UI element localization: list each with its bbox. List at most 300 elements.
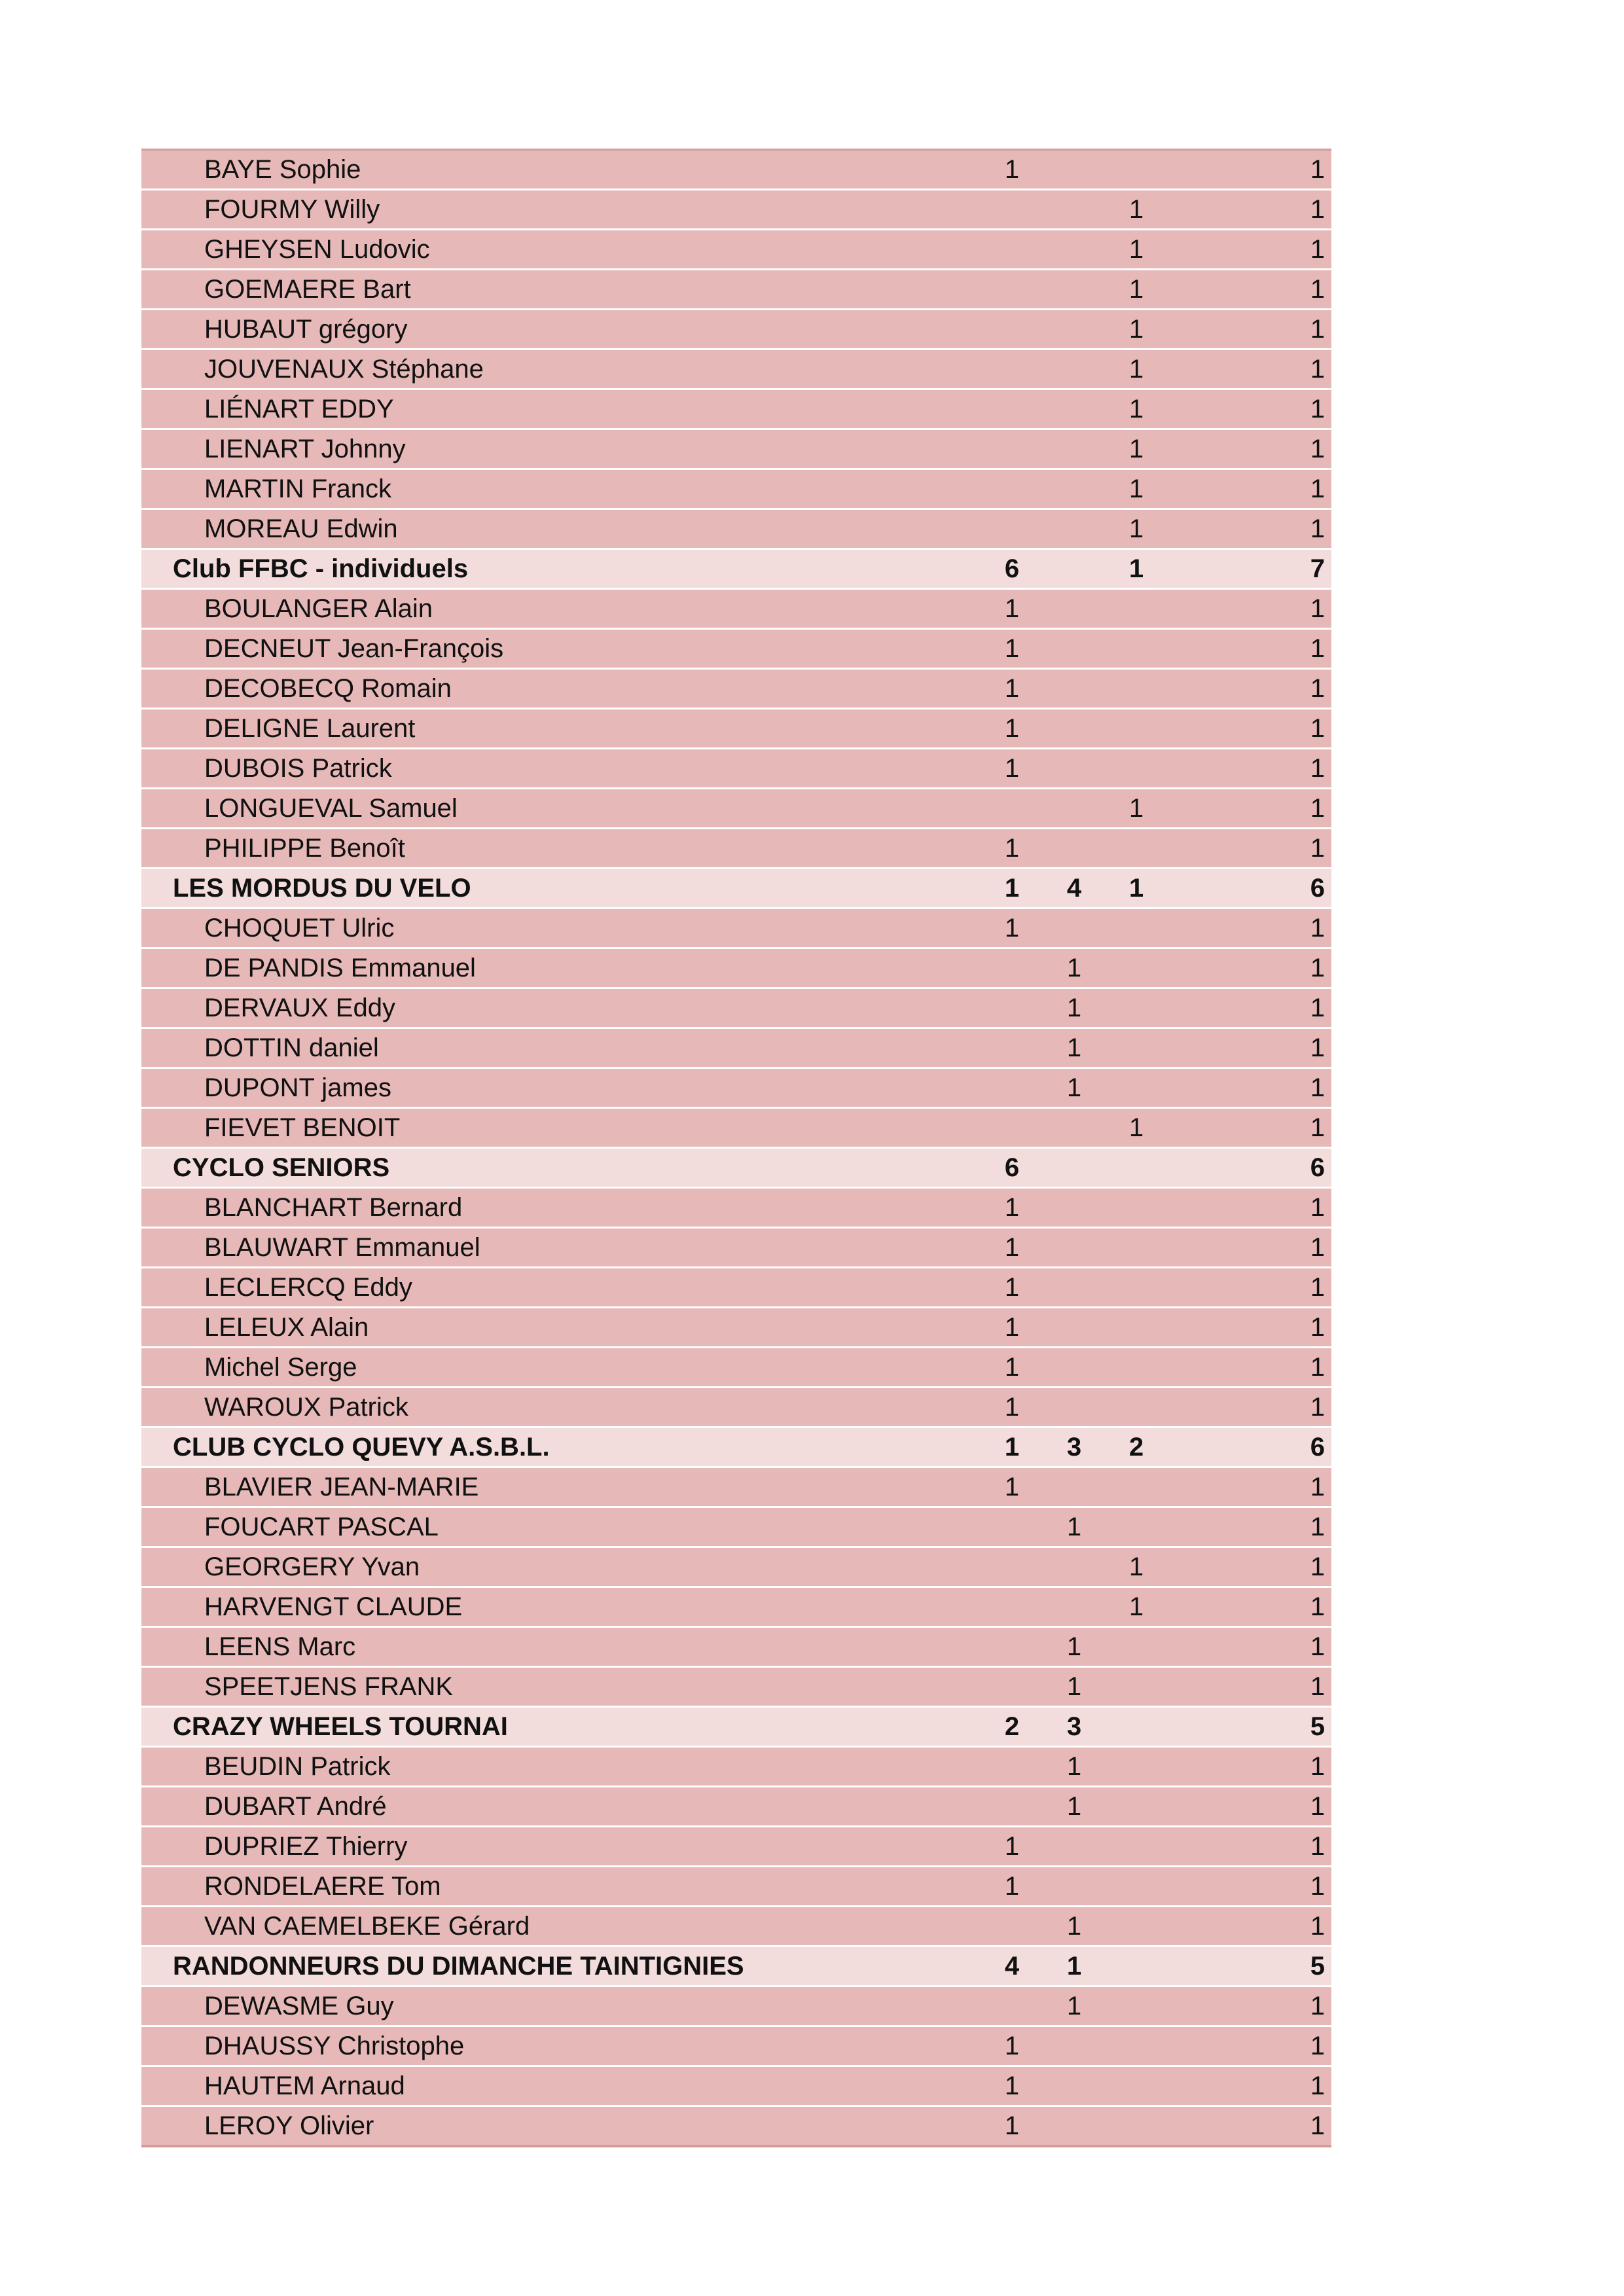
count-col-1: 6 (1004, 1153, 1020, 1182)
count-col-1: 1 (1004, 1353, 1020, 1382)
count-col-1 (979, 390, 1045, 428)
count-col-2: 3 (1066, 1433, 1082, 1462)
member-row (141, 1348, 1331, 1388)
count-col-1: 1 (1004, 874, 1020, 903)
row-total: 1 (1310, 994, 1325, 1022)
row-name: DELIGNE Laurent (204, 714, 416, 743)
count-col-1 (979, 1987, 1045, 2025)
row-name: BOULANGER Alain (204, 594, 433, 623)
count-col-3 (1104, 1189, 1169, 1227)
row-total: 1 (1310, 1273, 1325, 1302)
count-col-2: 1 (1066, 1073, 1082, 1102)
count-col-3 (1104, 1149, 1169, 1187)
count-col-2 (1041, 590, 1107, 628)
count-col-3: 1 (1128, 475, 1144, 503)
row-total: 6 (1310, 1433, 1325, 1462)
member-row (141, 350, 1331, 390)
row-total: 1 (1310, 714, 1325, 743)
count-col-3: 1 (1128, 275, 1144, 304)
row-name: DUBART André (204, 1792, 387, 1821)
row-name: LEROY Olivier (204, 2111, 374, 2140)
row-name: CYCLO SENIORS (173, 1153, 390, 1182)
row-name: CLUB CYCLO QUEVY A.S.B.L. (173, 1433, 550, 1462)
count-col-1 (979, 430, 1045, 468)
count-col-2 (1041, 909, 1107, 947)
count-col-1: 2 (1004, 1712, 1020, 1741)
row-total: 1 (1310, 954, 1325, 982)
count-col-3: 1 (1128, 554, 1144, 583)
row-name: Club FFBC - individuels (173, 554, 469, 583)
count-col-2 (1041, 1827, 1107, 1865)
count-col-2 (1041, 1588, 1107, 1626)
row-total: 1 (1310, 1592, 1325, 1621)
count-col-1: 1 (1004, 2111, 1020, 2140)
count-col-2 (1041, 2107, 1107, 2145)
count-col-1: 1 (1004, 155, 1020, 184)
count-col-1 (979, 1029, 1045, 1067)
row-name: LES MORDUS DU VELO (173, 874, 471, 903)
count-col-2 (1041, 1348, 1107, 1386)
count-col-3 (1104, 670, 1169, 708)
member-row (141, 1668, 1331, 1708)
row-name: DE PANDIS Emmanuel (204, 954, 476, 982)
count-col-3 (1104, 2067, 1169, 2105)
row-name: DUBOIS Patrick (204, 754, 392, 783)
member-row (141, 949, 1331, 989)
count-col-1 (979, 1109, 1045, 1147)
member-row (141, 1069, 1331, 1109)
member-row (141, 1787, 1331, 1827)
club-subtotal-row (141, 550, 1331, 590)
count-col-2 (1041, 390, 1107, 428)
row-total: 1 (1310, 1992, 1325, 2020)
count-col-2 (1041, 829, 1107, 867)
member-row (141, 510, 1331, 550)
row-total: 1 (1310, 674, 1325, 703)
member-row (141, 1827, 1331, 1867)
club-subtotal-row (141, 869, 1331, 909)
count-col-1 (979, 1748, 1045, 1785)
row-total: 6 (1310, 874, 1325, 903)
count-col-1 (979, 1628, 1045, 1666)
count-col-1 (979, 789, 1045, 827)
row-total: 1 (1310, 315, 1325, 344)
count-col-2 (1041, 430, 1107, 468)
count-col-3 (1104, 1907, 1169, 1945)
row-name: HUBAUT grégory (204, 315, 408, 344)
row-name: GOEMAERE Bart (204, 275, 411, 304)
count-col-1 (979, 1668, 1045, 1706)
row-total: 1 (1310, 235, 1325, 264)
row-name: DERVAUX Eddy (204, 994, 395, 1022)
member-row (141, 390, 1331, 430)
row-total: 1 (1310, 1473, 1325, 1501)
row-name: VAN CAEMELBEKE Gérard (204, 1912, 530, 1941)
row-name: DECNEUT Jean-François (204, 634, 504, 663)
member-row (141, 1508, 1331, 1548)
count-col-2 (1041, 1468, 1107, 1506)
member-row (141, 590, 1331, 630)
count-col-2 (1041, 310, 1107, 348)
row-total: 1 (1310, 1033, 1325, 1062)
count-col-1: 6 (1004, 554, 1020, 583)
count-col-2 (1041, 190, 1107, 228)
member-row (141, 1308, 1331, 1348)
row-total: 1 (1310, 1832, 1325, 1861)
member-row (141, 909, 1331, 949)
count-col-2 (1041, 2067, 1107, 2105)
count-col-2 (1041, 510, 1107, 548)
row-total: 1 (1310, 1233, 1325, 1262)
row-total: 1 (1310, 355, 1325, 384)
member-row (141, 1867, 1331, 1907)
row-name: RONDELAERE Tom (204, 1872, 441, 1901)
member-row (141, 230, 1331, 270)
count-col-2 (1041, 670, 1107, 708)
row-name: BLAVIER JEAN-MARIE (204, 1473, 479, 1501)
count-col-3: 1 (1128, 435, 1144, 463)
count-col-3 (1104, 1388, 1169, 1426)
member-row (141, 1628, 1331, 1668)
row-name: LELEUX Alain (204, 1313, 369, 1342)
count-col-1: 1 (1004, 914, 1020, 942)
count-col-3 (1104, 590, 1169, 628)
row-name: LECLERCQ Eddy (204, 1273, 412, 1302)
member-row (141, 1588, 1331, 1628)
count-col-3 (1104, 1628, 1169, 1666)
row-name: HARVENGT CLAUDE (204, 1592, 463, 1621)
count-col-3: 1 (1128, 195, 1144, 224)
count-col-3 (1104, 1229, 1169, 1266)
row-total: 1 (1310, 754, 1325, 783)
count-col-2: 1 (1066, 1992, 1082, 2020)
count-col-3 (1104, 1987, 1169, 2025)
member-row (141, 1388, 1331, 1428)
row-name: HAUTEM Arnaud (204, 2072, 405, 2100)
count-col-3 (1104, 1947, 1169, 1985)
row-total: 1 (1310, 634, 1325, 663)
count-col-1 (979, 1069, 1045, 1107)
count-col-2 (1041, 1548, 1107, 1586)
count-col-3 (1104, 2027, 1169, 2065)
member-row (141, 1468, 1331, 1508)
count-col-1 (979, 989, 1045, 1027)
count-col-3 (1104, 1867, 1169, 1905)
count-col-2 (1041, 151, 1107, 188)
count-col-2 (1041, 270, 1107, 308)
count-col-2: 1 (1066, 1752, 1082, 1781)
row-total: 1 (1310, 395, 1325, 423)
count-col-3: 1 (1128, 514, 1144, 543)
row-total: 6 (1310, 1153, 1325, 1182)
row-name: FIEVET BENOIT (204, 1113, 401, 1142)
count-col-1 (979, 510, 1045, 548)
member-row (141, 190, 1331, 230)
member-row (141, 430, 1331, 470)
row-total: 1 (1310, 1872, 1325, 1901)
member-row (141, 1029, 1331, 1069)
row-name: DECOBECQ Romain (204, 674, 452, 703)
member-row (141, 270, 1331, 310)
count-col-1 (979, 190, 1045, 228)
row-name: LIÉNART EDDY (204, 395, 394, 423)
member-row (141, 789, 1331, 829)
count-col-3: 2 (1128, 1433, 1144, 1462)
count-col-1: 1 (1004, 594, 1020, 623)
member-row (141, 1987, 1331, 2027)
count-col-3 (1104, 1308, 1169, 1346)
count-col-1: 1 (1004, 1233, 1020, 1262)
row-total: 1 (1310, 1113, 1325, 1142)
member-row (141, 1907, 1331, 1947)
participation-table (141, 149, 1331, 2147)
member-row (141, 989, 1331, 1029)
count-col-3: 1 (1128, 395, 1144, 423)
club-subtotal-row (141, 1428, 1331, 1468)
count-col-2: 1 (1066, 1632, 1082, 1661)
row-name: MARTIN Franck (204, 475, 391, 503)
count-col-2 (1041, 230, 1107, 268)
count-col-3 (1104, 749, 1169, 787)
row-total: 1 (1310, 1353, 1325, 1382)
count-col-2: 1 (1066, 1952, 1082, 1981)
row-name: GEORGERY Yvan (204, 1552, 420, 1581)
row-total: 1 (1310, 1393, 1325, 1422)
count-col-1: 1 (1004, 714, 1020, 743)
member-row (141, 829, 1331, 869)
member-row (141, 749, 1331, 789)
count-col-2 (1041, 1308, 1107, 1346)
club-subtotal-row (141, 1708, 1331, 1748)
member-row (141, 1748, 1331, 1787)
count-col-3 (1104, 1668, 1169, 1706)
member-row (141, 1548, 1331, 1588)
row-total: 1 (1310, 1632, 1325, 1661)
member-row (141, 630, 1331, 670)
count-col-3: 1 (1128, 1592, 1144, 1621)
row-total: 1 (1310, 195, 1325, 224)
count-col-2: 1 (1066, 1912, 1082, 1941)
count-col-3 (1104, 829, 1169, 867)
row-name: FOURMY Willy (204, 195, 380, 224)
row-total: 1 (1310, 1912, 1325, 1941)
row-total: 1 (1310, 914, 1325, 942)
member-row (141, 670, 1331, 709)
count-col-2 (1041, 630, 1107, 668)
count-col-1: 1 (1004, 1393, 1020, 1422)
count-col-2: 1 (1066, 1513, 1082, 1541)
count-col-1 (979, 230, 1045, 268)
club-subtotal-row (141, 1149, 1331, 1189)
row-total: 1 (1310, 275, 1325, 304)
member-row (141, 1229, 1331, 1268)
count-col-1: 1 (1004, 834, 1020, 863)
member-row (141, 470, 1331, 510)
row-name: DUPRIEZ Thierry (204, 1832, 408, 1861)
count-col-2 (1041, 1388, 1107, 1426)
count-col-1 (979, 470, 1045, 508)
member-row (141, 2027, 1331, 2067)
count-col-2: 1 (1066, 994, 1082, 1022)
count-col-3 (1104, 949, 1169, 987)
row-name: FOUCART PASCAL (204, 1513, 439, 1541)
count-col-1 (979, 1907, 1045, 1945)
count-col-3 (1104, 989, 1169, 1027)
count-col-1: 1 (1004, 674, 1020, 703)
count-col-3 (1104, 1268, 1169, 1306)
row-name: WAROUX Patrick (204, 1393, 408, 1422)
row-total: 1 (1310, 1792, 1325, 1821)
row-name: SPEETJENS FRANK (204, 1672, 454, 1701)
member-row (141, 310, 1331, 350)
count-col-1 (979, 949, 1045, 987)
count-col-1 (979, 270, 1045, 308)
count-col-2 (1041, 749, 1107, 787)
count-col-1 (979, 1508, 1045, 1546)
count-col-1: 1 (1004, 1832, 1020, 1861)
member-row (141, 2067, 1331, 2107)
row-total: 1 (1310, 435, 1325, 463)
member-row (141, 1268, 1331, 1308)
count-col-3 (1104, 1508, 1169, 1546)
count-col-2: 1 (1066, 1033, 1082, 1062)
count-col-2 (1041, 550, 1107, 588)
row-total: 1 (1310, 1313, 1325, 1342)
club-subtotal-row (141, 1947, 1331, 1987)
row-name: LIENART Johnny (204, 435, 406, 463)
row-total: 1 (1310, 1672, 1325, 1701)
row-total: 1 (1310, 155, 1325, 184)
row-total: 1 (1310, 2111, 1325, 2140)
count-col-3: 1 (1128, 874, 1144, 903)
count-col-2: 1 (1066, 1792, 1082, 1821)
row-total: 1 (1310, 1073, 1325, 1102)
row-total: 1 (1310, 1513, 1325, 1541)
row-total: 1 (1310, 834, 1325, 863)
count-col-2: 1 (1066, 954, 1082, 982)
member-row (141, 709, 1331, 749)
count-col-3 (1104, 1827, 1169, 1865)
count-col-1: 1 (1004, 1473, 1020, 1501)
row-name: DHAUSSY Christophe (204, 2032, 465, 2060)
count-col-1: 1 (1004, 1193, 1020, 1222)
row-name: CRAZY WHEELS TOURNAI (173, 1712, 508, 1741)
count-col-2 (1041, 2027, 1107, 2065)
count-col-1: 1 (1004, 754, 1020, 783)
count-col-2 (1041, 709, 1107, 747)
count-col-2 (1041, 1867, 1107, 1905)
row-total: 1 (1310, 1752, 1325, 1781)
count-col-3: 1 (1128, 1552, 1144, 1581)
count-col-2 (1041, 1268, 1107, 1306)
count-col-1 (979, 1588, 1045, 1626)
count-col-2 (1041, 1109, 1107, 1147)
member-row (141, 2107, 1331, 2147)
count-col-3 (1104, 1748, 1169, 1785)
count-col-3: 1 (1128, 355, 1144, 384)
count-col-1: 1 (1004, 2032, 1020, 2060)
row-name: Michel Serge (204, 1353, 357, 1382)
member-row (141, 1189, 1331, 1229)
row-name: BLAUWART Emmanuel (204, 1233, 480, 1262)
count-col-2 (1041, 789, 1107, 827)
count-col-3 (1104, 151, 1169, 188)
count-col-2 (1041, 470, 1107, 508)
count-col-3 (1104, 630, 1169, 668)
count-col-3 (1104, 709, 1169, 747)
row-name: PHILIPPE Benoît (204, 834, 405, 863)
count-col-3 (1104, 2107, 1169, 2145)
row-total: 1 (1310, 794, 1325, 823)
row-total: 7 (1310, 554, 1325, 583)
row-name: DOTTIN daniel (204, 1033, 379, 1062)
count-col-3 (1104, 1069, 1169, 1107)
count-col-1: 1 (1004, 1273, 1020, 1302)
count-col-3 (1104, 1029, 1169, 1067)
row-name: JOUVENAUX Stéphane (204, 355, 484, 384)
count-col-3 (1104, 1468, 1169, 1506)
count-col-1 (979, 1548, 1045, 1586)
count-col-3 (1104, 909, 1169, 947)
row-total: 5 (1310, 1952, 1325, 1981)
count-col-2: 4 (1066, 874, 1082, 903)
row-name: DEWASME Guy (204, 1992, 394, 2020)
row-name: MOREAU Edwin (204, 514, 398, 543)
count-col-1: 1 (1004, 1433, 1020, 1462)
count-col-3: 1 (1128, 235, 1144, 264)
count-col-2: 3 (1066, 1712, 1082, 1741)
row-name: GHEYSEN Ludovic (204, 235, 430, 264)
count-col-3: 1 (1128, 315, 1144, 344)
row-name: DUPONT james (204, 1073, 391, 1102)
count-col-1: 4 (1004, 1952, 1020, 1981)
count-col-1 (979, 310, 1045, 348)
row-name: LONGUEVAL Samuel (204, 794, 458, 823)
row-total: 5 (1310, 1712, 1325, 1741)
row-total: 1 (1310, 594, 1325, 623)
row-total: 1 (1310, 2072, 1325, 2100)
count-col-2 (1041, 1229, 1107, 1266)
count-col-1: 1 (1004, 2072, 1020, 2100)
count-col-3: 1 (1128, 1113, 1144, 1142)
row-name: LEENS Marc (204, 1632, 356, 1661)
row-total: 1 (1310, 2032, 1325, 2060)
row-total: 1 (1310, 1552, 1325, 1581)
row-name: CHOQUET Ulric (204, 914, 395, 942)
count-col-3: 1 (1128, 794, 1144, 823)
count-col-2 (1041, 1149, 1107, 1187)
row-total: 1 (1310, 514, 1325, 543)
row-total: 1 (1310, 1193, 1325, 1222)
count-col-1: 1 (1004, 634, 1020, 663)
count-col-1: 1 (1004, 1313, 1020, 1342)
count-col-3 (1104, 1348, 1169, 1386)
row-name: BLANCHART Bernard (204, 1193, 463, 1222)
count-col-1 (979, 1787, 1045, 1825)
count-col-3 (1104, 1708, 1169, 1746)
count-col-2 (1041, 350, 1107, 388)
count-col-3 (1104, 1787, 1169, 1825)
row-name: RANDONNEURS DU DIMANCHE TAINTIGNIES (173, 1952, 744, 1981)
count-col-1: 1 (1004, 1872, 1020, 1901)
count-col-1 (979, 350, 1045, 388)
row-name: BEUDIN Patrick (204, 1752, 391, 1781)
member-row (141, 151, 1331, 190)
count-col-2: 1 (1066, 1672, 1082, 1701)
member-row (141, 1109, 1331, 1149)
row-total: 1 (1310, 475, 1325, 503)
row-name: BAYE Sophie (204, 155, 361, 184)
